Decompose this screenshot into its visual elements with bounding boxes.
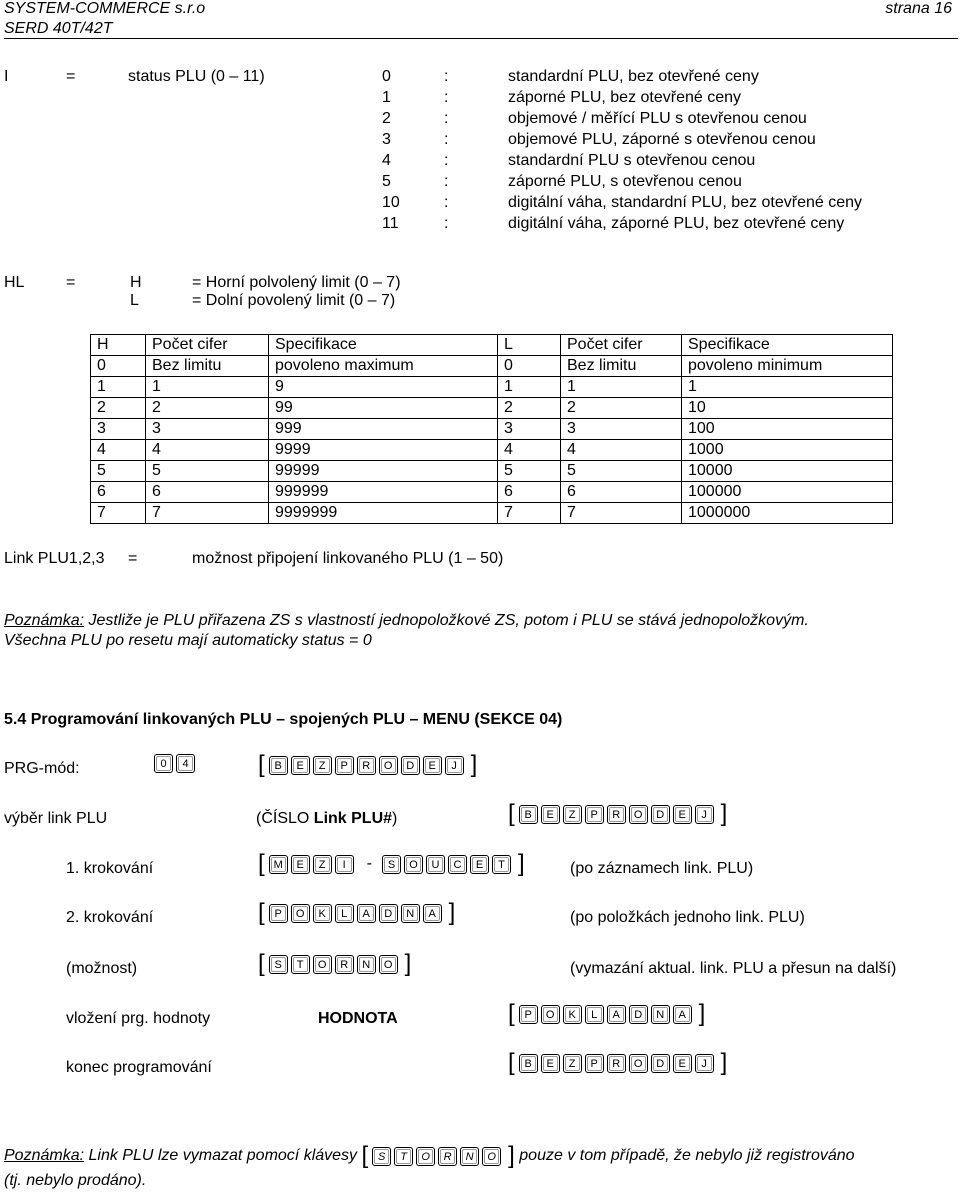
hl-h-text: = Horní polvolený limit (0 – 7): [192, 274, 401, 291]
key-glyph: R: [607, 1054, 626, 1073]
note1-line1: [4, 612, 809, 630]
key-glyph: N: [401, 904, 420, 923]
note2-text1: Link PLU lze vymazat pomocí klávesy: [84, 1147, 362, 1164]
status-colon: :: [444, 68, 449, 85]
status-colon: :: [444, 89, 449, 106]
key-glyph: T: [492, 855, 511, 874]
note1-line2: Všechna PLU po resetu mají automaticky status = 0: [4, 632, 372, 649]
table-cell: 2: [498, 398, 561, 419]
key-glyph: P: [519, 1005, 538, 1024]
hl-var: HL: [4, 274, 25, 291]
key-glyph: T: [394, 1147, 413, 1166]
prg-bezprodej-seq: [ B E Z P R O D E J ]: [258, 751, 478, 778]
status-code: 11: [382, 215, 399, 232]
table-cell: 99999: [269, 461, 498, 482]
note1-text: Jestliže je PLU přiřazena ZS s vlastností jednopoložkové ZS, potom i PLU se stává jednopoložkovým.: [84, 612, 809, 629]
key-glyph: O: [416, 1147, 435, 1166]
key-glyph: A: [357, 904, 376, 923]
key-glyph: 0: [154, 754, 173, 773]
table-row: [91, 398, 893, 419]
status-var: I: [4, 68, 9, 85]
key-glyph: B: [519, 805, 538, 824]
key-glyph: L: [585, 1005, 604, 1024]
vyber-bezprodej-seq: [ B E Z P R O D E J ]: [508, 800, 728, 827]
vlozeni-label: vložení prg. hodnoty: [66, 1010, 211, 1027]
hl-l-letter: L: [130, 292, 139, 309]
status-colon: :: [444, 152, 449, 169]
status-text: standardní PLU s otevřenou cenou: [508, 152, 756, 169]
table-cell: 4: [561, 440, 682, 461]
status-text: objemové PLU, záporné s otevřenou cenou: [508, 131, 816, 148]
key-glyph: Z: [563, 1054, 582, 1073]
bezprodej-keys: [269, 756, 467, 775]
table-cell: H: [91, 335, 146, 356]
status-text: digitální váha, standardní PLU, bez otevřené ceny: [508, 194, 862, 211]
table-cell: Počet cifer: [561, 335, 682, 356]
status-code: 10: [382, 194, 400, 211]
key-glyph: P: [585, 805, 604, 824]
storno-keys: [269, 955, 401, 974]
key-glyph: U: [426, 855, 445, 874]
table-cell: povoleno minimum: [682, 356, 893, 377]
table-cell: Specifikace: [682, 335, 893, 356]
key-glyph: S: [382, 855, 401, 874]
key-glyph: A: [607, 1005, 626, 1024]
table-cell: 3: [498, 419, 561, 440]
key-glyph: L: [335, 904, 354, 923]
hl-eq: =: [66, 274, 76, 291]
table-cell: 2: [146, 398, 269, 419]
status-code: 4: [382, 152, 391, 169]
key-glyph: O: [482, 1147, 501, 1166]
vyber-cislo: (ČÍSLO: [256, 810, 314, 827]
key-glyph: E: [673, 805, 692, 824]
status-eq: =: [66, 68, 76, 85]
table-cell: 3: [561, 419, 682, 440]
table-cell: 9999: [269, 440, 498, 461]
table-cell: 7: [91, 503, 146, 524]
table-cell: 7: [498, 503, 561, 524]
key-glyph: D: [629, 1005, 648, 1024]
table-cell: 100000: [682, 482, 893, 503]
table-cell: Bez limitu: [146, 356, 269, 377]
key-glyph: R: [335, 955, 354, 974]
page-number: strana 16: [885, 0, 952, 17]
table-row: [91, 503, 893, 524]
key-glyph: B: [519, 1054, 538, 1073]
status-code: 1: [382, 89, 391, 106]
bezprodej-keys: [519, 805, 717, 824]
key-glyph: E: [673, 1054, 692, 1073]
pokladna-keys: [519, 1005, 695, 1024]
note1-label: Poznámka:: [4, 612, 85, 629]
table-cell: 1000: [682, 440, 893, 461]
table-cell: Specifikace: [269, 335, 498, 356]
table-row: [91, 419, 893, 440]
table-cell: 2: [561, 398, 682, 419]
moznost-seq: [ S T O R N O ]: [258, 950, 412, 977]
table-row: [91, 461, 893, 482]
krok2-seq: [ P O K L A D N A ]: [258, 899, 456, 926]
status-code: 3: [382, 131, 391, 148]
table-cell: 10000: [682, 461, 893, 482]
status-code: 5: [382, 173, 391, 190]
key-glyph: J: [445, 756, 464, 775]
status-colon: :: [444, 173, 449, 190]
vyber-label: výběr link PLU: [4, 810, 108, 827]
limit-table: [90, 334, 893, 524]
section-title: 5.4 Programování linkovaných PLU – spojených PLU – MENU (SEKCE 04): [4, 711, 563, 728]
table-cell: 9: [269, 377, 498, 398]
status-code: 0: [382, 68, 391, 85]
hl-l-text: = Dolní povolený limit (0 – 7): [192, 292, 396, 309]
key-glyph: Z: [313, 855, 332, 874]
link-text: možnost připojení linkovaného PLU (1 – 50): [192, 550, 504, 567]
key-glyph: Z: [563, 805, 582, 824]
table-row: [91, 482, 893, 503]
vlozeni-value: HODNOTA: [318, 1010, 398, 1027]
table-cell: 5: [146, 461, 269, 482]
key-glyph: J: [695, 1054, 714, 1073]
key-glyph: E: [423, 756, 442, 775]
table-header-row: [91, 335, 893, 356]
note2-text2: pouze v tom případě, že nebylo již registrováno: [514, 1147, 855, 1164]
krok2-label: 2. krokování: [66, 909, 154, 926]
key-glyph: K: [313, 904, 332, 923]
status-colon: :: [444, 131, 449, 148]
key-glyph: R: [438, 1147, 457, 1166]
note2-line1: Poznámka: Link PLU lze vymazat pomocí klávesy [ S T O R N O ] pouze v tom případě, že nebylo již registrováno: [4, 1142, 855, 1169]
table-cell: Bez limitu: [561, 356, 682, 377]
vyber-close: ): [392, 810, 398, 827]
krok1-note: (po záznamech link. PLU): [570, 860, 754, 877]
key-glyph: D: [651, 805, 670, 824]
link-eq: =: [128, 550, 138, 567]
table-cell: 4: [146, 440, 269, 461]
status-text: záporné PLU, s otevřenou cenou: [508, 173, 742, 190]
table-cell: 1: [561, 377, 682, 398]
table-cell: 1: [498, 377, 561, 398]
key-glyph: O: [541, 1005, 560, 1024]
table-cell: 4: [498, 440, 561, 461]
konec-label: konec programování: [66, 1059, 212, 1076]
key-glyph: P: [269, 904, 288, 923]
key-glyph: C: [448, 855, 467, 874]
table-cell: 99: [269, 398, 498, 419]
table-cell: 1: [682, 377, 893, 398]
key-glyph: R: [357, 756, 376, 775]
table-cell: 7: [561, 503, 682, 524]
table-cell: 5: [91, 461, 146, 482]
key-glyph: K: [563, 1005, 582, 1024]
krok1-seq: [ M E Z I - S O U C E T ]: [258, 850, 525, 877]
status-colon: :: [444, 194, 449, 211]
key-glyph: O: [313, 955, 332, 974]
table-cell: L: [498, 335, 561, 356]
status-code: 2: [382, 110, 391, 127]
table-cell: 7: [146, 503, 269, 524]
table-cell: 0: [91, 356, 146, 377]
dash: -: [366, 855, 372, 872]
key-glyph: A: [423, 904, 442, 923]
table-cell: 1: [146, 377, 269, 398]
key-glyph: E: [541, 805, 560, 824]
krok1-label: 1. krokování: [66, 860, 154, 877]
status-desc: status PLU (0 – 11): [128, 68, 265, 85]
key-glyph: N: [357, 955, 376, 974]
table-cell: 3: [146, 419, 269, 440]
vyber-desc: [256, 810, 397, 828]
moznost-label: (možnost): [66, 960, 138, 977]
key-glyph: E: [291, 855, 310, 874]
key-glyph: O: [629, 1054, 648, 1073]
krok2-note: (po položkách jednoho link. PLU): [570, 909, 805, 926]
table-cell: Počet cifer: [146, 335, 269, 356]
table-cell: 6: [561, 482, 682, 503]
status-text: záporné PLU, bez otevřené ceny: [508, 89, 742, 106]
key-glyph: S: [372, 1147, 391, 1166]
hl-h-letter: H: [130, 274, 142, 291]
key-glyph: N: [651, 1005, 670, 1024]
key-glyph: P: [585, 1054, 604, 1073]
table-cell: 9999999: [269, 503, 498, 524]
code-keys: [154, 754, 198, 773]
table-cell: 999: [269, 419, 498, 440]
table-cell: 6: [91, 482, 146, 503]
key-glyph: D: [401, 756, 420, 775]
konec-seq: [ B E Z P R O D E J ]: [508, 1049, 728, 1076]
key-glyph: S: [269, 955, 288, 974]
table-cell: povoleno maximum: [269, 356, 498, 377]
vlozeni-seq: [ P O K L A D N A ]: [508, 1000, 706, 1027]
table-cell: 6: [498, 482, 561, 503]
vyber-link: Link PLU#: [313, 810, 393, 827]
key-glyph: D: [651, 1054, 670, 1073]
table-cell: 5: [498, 461, 561, 482]
moznost-note: (vymazání aktual. link. PLU a přesun na další): [570, 960, 897, 977]
table-cell: 3: [91, 419, 146, 440]
table-cell: 10: [682, 398, 893, 419]
soucet-keys: [382, 855, 514, 874]
table-cell: 5: [561, 461, 682, 482]
key-glyph: I: [335, 855, 354, 874]
key-glyph: P: [335, 756, 354, 775]
mezi-keys: [269, 855, 357, 874]
table-cell: 100: [682, 419, 893, 440]
key-glyph: O: [379, 955, 398, 974]
link-var: Link PLU1,2,3: [4, 550, 105, 567]
status-colon: :: [444, 110, 449, 127]
table-row: [91, 377, 893, 398]
company-name: SYSTEM-COMMERCE s.r.o: [4, 0, 206, 17]
key-glyph: D: [379, 904, 398, 923]
key-glyph: M: [269, 855, 288, 874]
bezprodej-keys: [519, 1054, 717, 1073]
key-glyph: O: [404, 855, 423, 874]
table-cell: 6: [146, 482, 269, 503]
key-glyph: Z: [313, 756, 332, 775]
table-cell: 0: [498, 356, 561, 377]
model-name: SERD 40T/42T: [4, 20, 113, 37]
note2-label: Poznámka:: [4, 1147, 85, 1164]
table-row: [91, 356, 893, 377]
key-glyph: J: [695, 805, 714, 824]
table-cell: 4: [91, 440, 146, 461]
status-text: digitální váha, záporné PLU, bez otevřené ceny: [508, 215, 845, 232]
header-rule: [4, 38, 958, 39]
key-glyph: A: [673, 1005, 692, 1024]
table-cell: 1000000: [682, 503, 893, 524]
key-glyph: E: [541, 1054, 560, 1073]
pokladna-keys: [269, 904, 445, 923]
prg-label: PRG-mód:: [4, 760, 80, 777]
storno-keys: [372, 1147, 504, 1166]
table-row: [91, 440, 893, 461]
key-glyph: O: [379, 756, 398, 775]
table-cell: 1: [91, 377, 146, 398]
table-cell: 2: [91, 398, 146, 419]
key-glyph: B: [269, 756, 288, 775]
status-colon: :: [444, 215, 449, 232]
key-glyph: E: [470, 855, 489, 874]
key-glyph: 4: [176, 754, 195, 773]
table-cell: 999999: [269, 482, 498, 503]
key-glyph: O: [291, 904, 310, 923]
key-glyph: O: [629, 805, 648, 824]
note2-line2: (tj. nebylo prodáno).: [4, 1172, 147, 1189]
key-glyph: N: [460, 1147, 479, 1166]
key-glyph: R: [607, 805, 626, 824]
key-glyph: T: [291, 955, 310, 974]
status-text: standardní PLU, bez otevřené ceny: [508, 68, 759, 85]
status-text: objemové / měřící PLU s otevřenou cenou: [508, 110, 807, 127]
key-glyph: E: [291, 756, 310, 775]
